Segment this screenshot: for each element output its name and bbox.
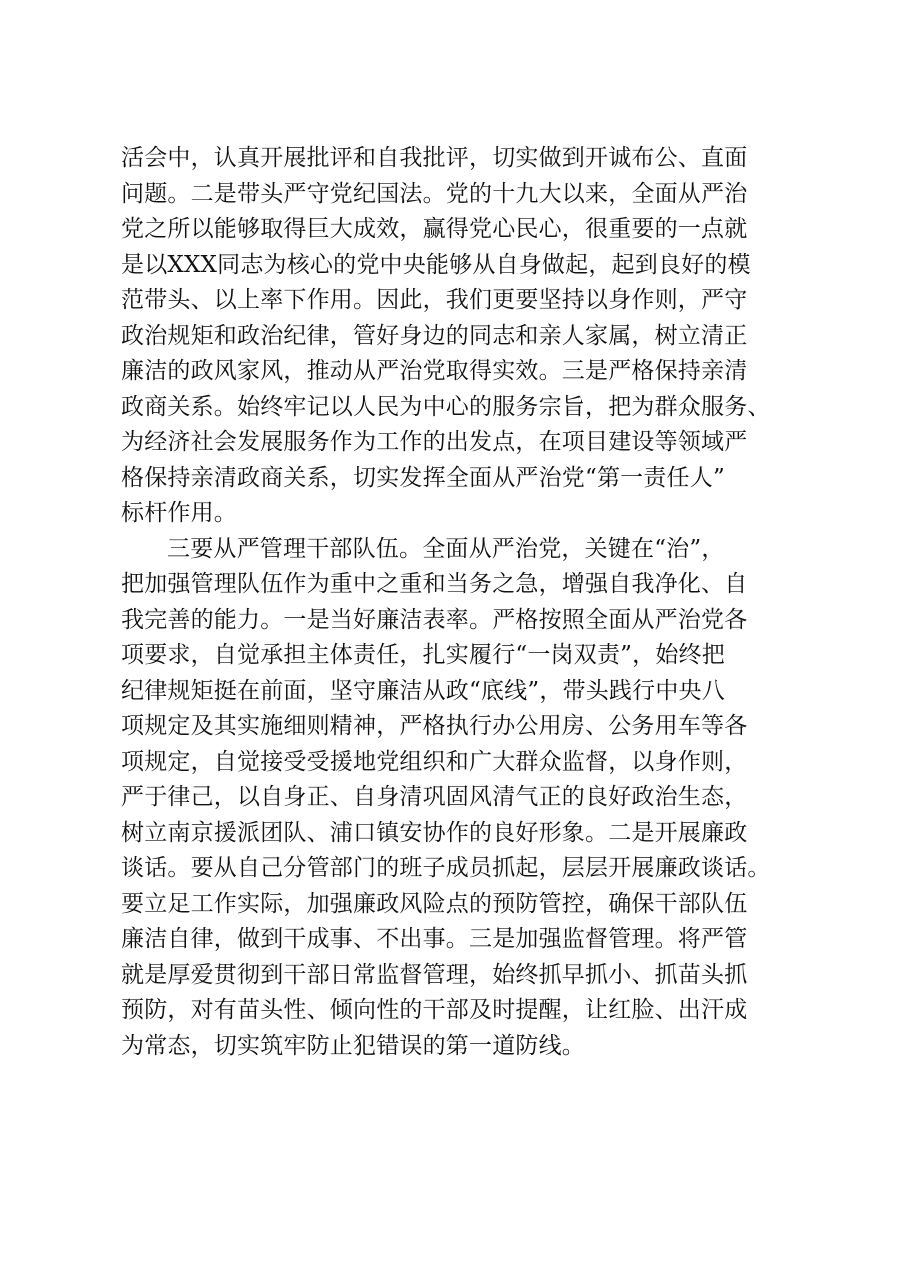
text-line: 活会中，认真开展批评和自我批评，切实做到开诚布公、直面 [121,145,748,171]
text-line: 问题。二是带头严守党纪国法。党的十九大以来，全面从严治 [121,180,748,207]
paragraph-2 [121,532,793,1065]
text-line: 要立足工作实际，加强廉政风险点的预防管控，确保干部队伍 [121,890,748,917]
text-line: 纪律规矩挺在前面，坚守廉洁从政“底线”，带头践行中央八 [121,677,725,704]
text-line: 为常态，切实筑牢防止犯错误的第一道防线。 [121,1032,585,1059]
text-line: 三要从严管理干部队伍。全面从严治党，关键在“治”， [167,535,725,562]
text-line: 把加强管理队伍作为重中之重和当务之急，增强自我净化、自 [121,571,748,597]
text-line: 党之所以能够取得巨大成效，赢得党心民心，很重要的一点就 [121,216,748,242]
text-line: 格保持亲清政商关系，切实发挥全面从严治党“第一责任人” [121,464,725,491]
text-line: 谈话。要从自己分管部门的班子成员抓起，层层开展廉政谈话。 [121,855,771,881]
text-line: 政治规矩和政治纪律，管好身边的同志和亲人家属，树立清正 [121,322,748,349]
text-line: 廉洁的政风家风，推动从严治党取得实效。三是严格保持亲清 [121,358,748,384]
document-body [121,141,793,1064]
text-line: 树立南京援派团队、浦口镇安协作的良好形象。二是开展廉政 [121,819,748,846]
text-line: 严于律己，以自身正、自身清巩固风清气正的良好政治生态， [121,784,748,810]
text-line: 廉洁自律，做到干成事、不出事。三是加强监督管理。将严管 [121,926,748,952]
text-line: 我完善的能力。一是当好廉洁表率。严格按照全面从严治党各 [121,606,748,633]
text-line: 标杆作用。 [121,500,237,526]
text-line: 范带头、以上率下作用。因此，我们更要坚持以身作则，严守 [121,287,748,313]
paragraph-1 [121,141,793,532]
text-line: 政商关系。始终牢记以人民为中心的服务宗旨，把为群众服务、 [121,393,771,420]
text-line: 项规定，自觉接受受援地党组织和广大群众监督，以身作则， [121,748,748,775]
text-line: 项要求，自觉承担主体责任，扎实履行“一岗双责”，始终把 [121,642,725,668]
text-line: 预防，对有苗头性、倾向性的干部及时提醒，让红脸、出汗成 [121,997,748,1023]
text-line: 就是厚爱贯彻到干部日常监督管理，始终抓早抓小、抓苗头抓 [121,961,748,988]
text-line: 是以XXX同志为核心的党中央能够从自身做起，起到良好的模 [121,251,751,278]
text-line: 项规定及其实施细则精神，严格执行办公用房、公务用车等各 [121,713,748,739]
text-line: 为经济社会发展服务作为工作的出发点，在项目建设等领域严 [121,429,748,455]
